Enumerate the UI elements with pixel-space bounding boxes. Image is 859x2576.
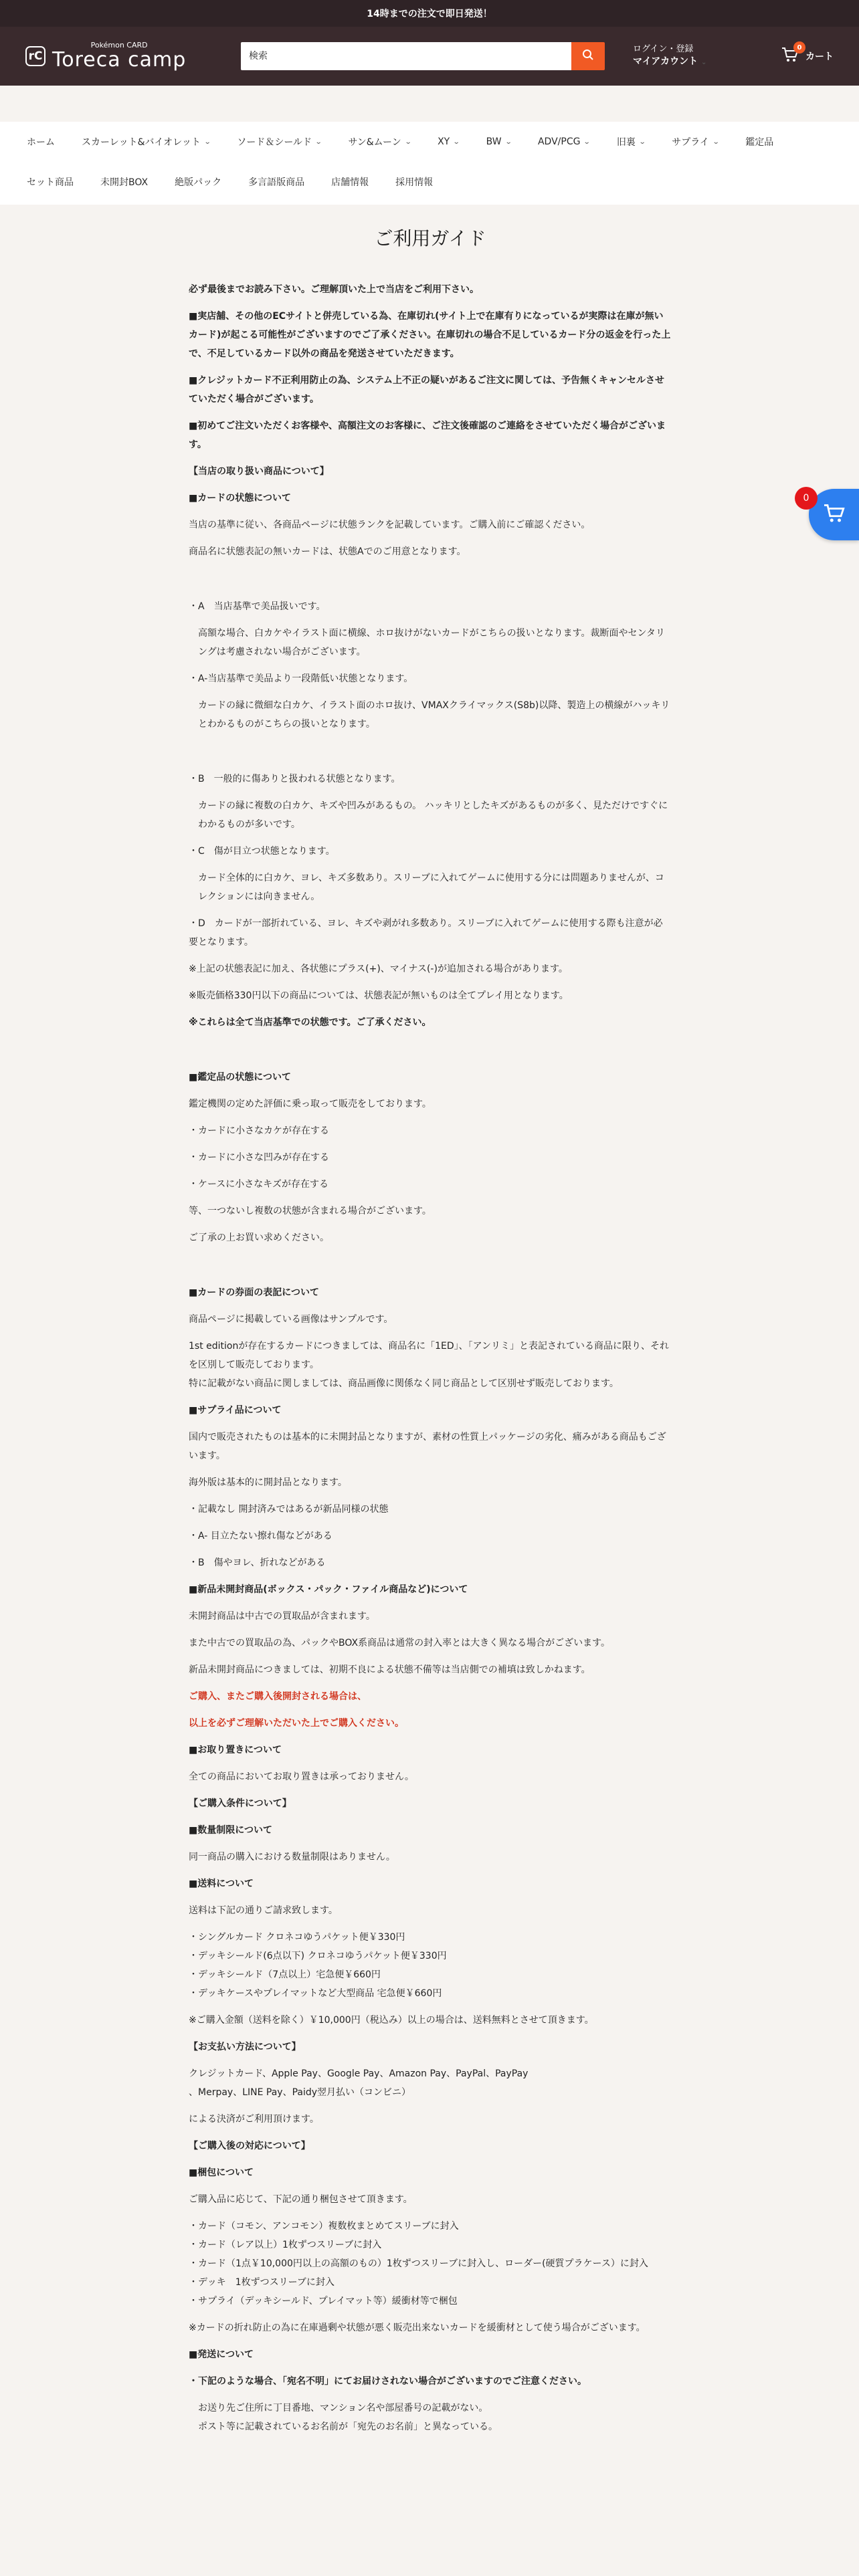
logo-mark: rC xyxy=(25,46,45,66)
nav-item-label: ADV/PCG xyxy=(537,136,581,147)
nav-item[interactable] xyxy=(745,135,773,148)
guide-content xyxy=(189,224,672,2444)
cart-count-badge: 0 xyxy=(793,41,805,53)
list-item: ・ケースに小さなキズが存在する xyxy=(189,1179,329,1190)
nav-item-label: BW xyxy=(486,136,502,147)
guide-paragraph: 未開封商品は中古での買取品が含まれます。 xyxy=(189,1611,375,1622)
section-heading: ■新品未開封商品(ボックス・パック・ファイル商品など)について xyxy=(189,1584,468,1595)
nav-item[interactable] xyxy=(438,135,460,148)
guide-paragraph: ・下記のような場合、「宛名不明」にてお届けされない場合がございますのでご注意ください。 xyxy=(189,2376,587,2387)
packing-item: ・カード（1点￥10,000円以上の高額のもの）1枚ずつスリーブに封入し、ローダー(硬質プラケース）に封入 xyxy=(189,2258,648,2269)
login-link[interactable]: ログイン・登録 xyxy=(633,43,694,54)
condition-item: ・A-当店基準で美品より一段階低い状態となります。 xyxy=(189,673,413,684)
payment-methods: クレジットカード、Apple Pay、Google Pay、Amazon Pay、PayPal、PayPay xyxy=(189,2068,529,2079)
list-item: ・カードに小さな凹みが存在する xyxy=(189,1152,329,1163)
condition-item: ・B 一般的に傷ありと扱われる状態となります。 xyxy=(189,774,401,784)
chevron-down-icon: ⌄ xyxy=(701,58,707,66)
guide-paragraph: 1st editionが存在するカードにつきましては、商品名に「1ED」、「アンリミ」と表記されている商品に限り、それを区別して販売しております。 xyxy=(189,1341,670,1370)
chevron-down-icon: ⌄ xyxy=(583,138,591,146)
section-heading: ■送料について xyxy=(189,1879,254,1889)
guide-paragraph: 新品未開封商品につきましては、初期不良による状態不備等は当店側での補填は致しかねます。 xyxy=(189,1665,591,1675)
logo[interactable] xyxy=(25,41,241,71)
nav-item[interactable] xyxy=(617,135,645,148)
section-heading: ■発送について xyxy=(189,2349,254,2360)
guide-paragraph: ■クレジットカード不正利用防止の為、システム上不正の疑いがあるご注文に関しては、予告無くキャンセルさせていただく場合がございます。 xyxy=(189,375,665,405)
nav-item-label: 鑑定品 xyxy=(745,137,774,148)
guide-paragraph: また中古での買取品の為、パックやBOX系商品は通常の封入率とは大きく異なる場合がございます。 xyxy=(189,1638,610,1648)
search-icon xyxy=(582,49,594,64)
packing-item: ・サプライ（デッキシールド、プレイマット等）緩衝材等で梱包 xyxy=(189,2296,458,2306)
guide-paragraph: ご了承の上お買い求めください。 xyxy=(189,1232,329,1243)
announcement-text: 14時までの注文で即日発送！ xyxy=(367,9,492,19)
nav-item[interactable]: セット商品 xyxy=(27,177,74,188)
shipping-item: ・シングルカード クロネコゆうパケット便￥330円 xyxy=(189,1932,405,1943)
nav-item[interactable] xyxy=(82,135,210,148)
guide-paragraph: 海外版は基本的に開封品となります。 xyxy=(189,1477,347,1488)
guide-paragraph: ■初めてご注文いただくお客様や、高額注文のお客様に、ご注文後確認のご連絡をさせていただく場合がございます。 xyxy=(189,421,666,450)
chevron-down-icon: ⌄ xyxy=(504,138,512,146)
search-button[interactable] xyxy=(571,42,605,70)
logo-subtitle: Pokémon CARD xyxy=(90,41,148,49)
search-input[interactable] xyxy=(241,42,571,70)
chevron-down-icon: ⌄ xyxy=(314,138,322,146)
search-bar xyxy=(241,42,605,70)
packing-item: ・カード（レア以上）1枚ずつスリーブに封入 xyxy=(189,2240,382,2250)
section-heading: ■お取り置きについて xyxy=(189,1745,282,1755)
condition-item: ・C 傷が目立つ状態となります。 xyxy=(189,846,335,857)
nav-item-label: ホーム xyxy=(27,137,55,148)
note: ※ご購入金額（送料を除く）￥10,000円（税込み）以上の場合は、送料無料とさせて頂きます。 xyxy=(189,2015,594,2026)
logo-title: Toreca camp xyxy=(52,48,187,72)
nav-item[interactable] xyxy=(348,135,411,148)
cart-button[interactable] xyxy=(781,43,834,66)
nav-item-label: サプライ xyxy=(672,137,709,148)
site-header xyxy=(0,27,859,86)
section-heading: ■サプライ品について xyxy=(189,1405,282,1416)
payment-methods: 、Merpay、LINE Pay、Paidy翌月払い（コンビニ） xyxy=(189,2087,411,2098)
announcement-bar xyxy=(0,0,859,27)
guide-paragraph: 必ず最後までお読み下さい。ご理解頂いた上で当店をご利用下さい。 xyxy=(189,284,479,295)
nav-item-label: 旧裏 xyxy=(616,137,636,148)
section-heading: 【ご購入条件について】 xyxy=(189,1798,292,1809)
guide-paragraph: 特に記載がない商品に関しましては、商品画像に関係なく同じ商品として区別せず販売しております。 xyxy=(189,1378,619,1389)
chevron-down-icon: ⌄ xyxy=(638,138,646,146)
list-item: ・B 傷やヨレ、折れなどがある xyxy=(189,1558,326,1568)
guide-paragraph: ■実店舗、その他のECサイトと併売している為、在庫切れ(サイト上で在庫有りになっているが実際は在庫が無いカード)が起こる可能性がございますのでご了承ください。在庫切れの場合不足しているカード分の返金を行った上で、不足しているカード以外の商品を発送させていただきます。 xyxy=(189,311,671,359)
condition-detail: カード全体的に白カケ、ヨレ、キズ多数あり。スリーブに入れてゲームに使用する分には問題ありませんが、コレクションには向きません。 xyxy=(198,873,664,902)
guide-paragraph: お送り先ご住所に丁目番地、マンション名や部屋番号の記載がない。 xyxy=(198,2403,488,2413)
guide-paragraph: 全ての商品においてお取り置きは承っておりません。 xyxy=(189,1772,414,1782)
nav-item[interactable]: 多言語版商品 xyxy=(248,177,305,188)
nav-row-primary xyxy=(27,135,773,148)
guide-paragraph: 商品名に状態表記の無いカードは、状態Aでのご用意となります。 xyxy=(189,546,466,557)
section-heading: ■数量制限について xyxy=(189,1825,272,1836)
note: ※上記の状態表記に加え、各状態にプラス(+)、マイナス(-)が追加される場合があります。 xyxy=(189,964,568,974)
list-item: ・A- 目立たない擦れ傷などがある xyxy=(189,1531,332,1541)
guide-paragraph: による決済がご利用頂けます。 xyxy=(189,2114,319,2125)
cart-icon xyxy=(823,504,846,526)
nav-item-label: ソード＆シールド xyxy=(237,137,312,148)
section-heading: ■梱包について xyxy=(189,2167,254,2178)
warning-text: 以上を必ずご理解いただいた上でご購入ください。 xyxy=(189,1718,404,1729)
packing-item: ・デッキ 1枚ずつスリーブに封入 xyxy=(189,2277,335,2288)
section-heading: ■鑑定品の状態について xyxy=(189,1072,291,1083)
condition-item: ・A 当店基準で美品扱いです。 xyxy=(189,601,326,612)
my-account-label[interactable]: マイアカウント xyxy=(633,56,698,67)
shipping-item: ・デッキケースやプレイマットなど大型商品 宅急便￥660円 xyxy=(189,1988,442,1999)
nav-item[interactable] xyxy=(538,135,590,148)
chevron-down-icon: ⌄ xyxy=(712,138,720,146)
nav-item[interactable] xyxy=(27,135,55,148)
note: ※これらは全て当店基準での状態です。ご了承ください。 xyxy=(189,1017,432,1028)
chevron-down-icon: ⌄ xyxy=(452,138,460,146)
section-heading: 【お支払い方法について】 xyxy=(189,2042,301,2052)
nav-item[interactable]: 採用情報 xyxy=(395,177,434,188)
nav-row-secondary xyxy=(27,175,433,189)
condition-detail: カードの縁に複数の白カケ、キズや凹みがあるもの。 ハッキリとしたキズがあるものが多く、見ただけですぐにわかるものが多いです。 xyxy=(198,800,668,830)
guide-paragraph: 当店の基準に従い、各商品ページに状態ランクを記載しています。ご購入前にご確認ください。 xyxy=(189,520,591,530)
condition-detail: 高額な場合、白カケやイラスト面に横線、ホロ抜けがないカードがこちらの扱いとなります。裁断面やセンタリングは考慮されない場合がございます。 xyxy=(198,628,665,657)
guide-paragraph: 商品ページに掲載している画像はサンプルです。 xyxy=(189,1314,393,1325)
guide-paragraph: 鑑定機関の定めた評価に乗っ取って販売をしております。 xyxy=(189,1099,432,1109)
page-title: ご利用ガイド xyxy=(374,227,486,249)
nav-item[interactable] xyxy=(486,135,511,148)
condition-detail: カードの縁に微細な白カケ、イラスト面のホロ抜け、VMAXクライマックス(S8b)以降、製造上の横線がハッキリとわかるものがこちらの扱いとなります。 xyxy=(198,700,670,730)
nav-item-label: スカーレット&バイオレット xyxy=(82,137,201,148)
nav-item-label: XY xyxy=(438,136,450,147)
guide-paragraph: 等、一つないし複数の状態が含まれる場合がございます。 xyxy=(189,1206,432,1216)
account-menu[interactable] xyxy=(633,43,767,70)
nav-item[interactable] xyxy=(672,135,719,148)
nav-item[interactable] xyxy=(237,135,321,148)
list-item: ・カードに小さなカケが存在する xyxy=(189,1125,329,1136)
guide-paragraph: 国内で販売されたものは基本的に未開封品となりますが、素材の性質上パッケージの劣化、痛みがある商品もございます。 xyxy=(189,1432,666,1461)
guide-paragraph: 送料は下記の通りご請求致します。 xyxy=(189,1905,338,1916)
cart-label: カート xyxy=(805,51,834,62)
nav-item[interactable]: 未開封BOX xyxy=(100,177,149,188)
section-heading: ■カードの状態について xyxy=(189,493,291,504)
list-item: ・記載なし 開封済みではあるが新品同様の状態 xyxy=(189,1504,389,1515)
floating-cart-count: 0 xyxy=(795,487,818,510)
condition-item: ・D カードが一部折れている、ヨレ、キズや剥がれ多数あり。スリーブに入れてゲームに使用する際も注意が必要となります。 xyxy=(189,918,663,948)
section-heading: ■カードの券面の表記について xyxy=(189,1287,319,1298)
packing-item: ・カード（コモン、アンコモン）複数枚まとめてスリーブに封入 xyxy=(189,2221,459,2232)
guide-paragraph: ご購入品に応じて、下記の通り梱包させて頂きます。 xyxy=(189,2194,413,2205)
note: ※カードの折れ防止の為に在庫過剰や状態が悪く販売出来ないカードを緩衝材として使う場合がございます。 xyxy=(189,2323,646,2333)
shipping-item: ・デッキシールド(6点以下) クロネコゆうパケット便￥330円 xyxy=(189,1951,447,1961)
shipping-item: ・デッキシールド（7点以上）宅急便￥660円 xyxy=(189,1969,381,1980)
chevron-down-icon: ⌄ xyxy=(203,138,211,146)
nav-item[interactable]: 絶版パック xyxy=(175,177,222,188)
section-heading: 【ご購入後の対応について】 xyxy=(189,2141,310,2151)
chevron-down-icon: ⌄ xyxy=(404,138,412,146)
note: ※販売価格330円以下の商品については、状態表記が無いものは全てプレイ用となります。 xyxy=(189,990,569,1001)
guide-paragraph: ポスト等に記載されているお名前が「宛先のお名前」と異なっている。 xyxy=(198,2422,498,2432)
warning-text: ご購入、またご購入後開封される場合は、 xyxy=(189,1691,367,1702)
main-navigation xyxy=(0,122,859,205)
nav-item[interactable]: 店舗情報 xyxy=(331,177,369,188)
guide-paragraph: 同一商品の購入における数量制限はありません。 xyxy=(189,1852,395,1862)
nav-item-label: サン&ムーン xyxy=(348,137,401,148)
section-heading: 【当店の取り扱い商品について】 xyxy=(189,466,329,477)
